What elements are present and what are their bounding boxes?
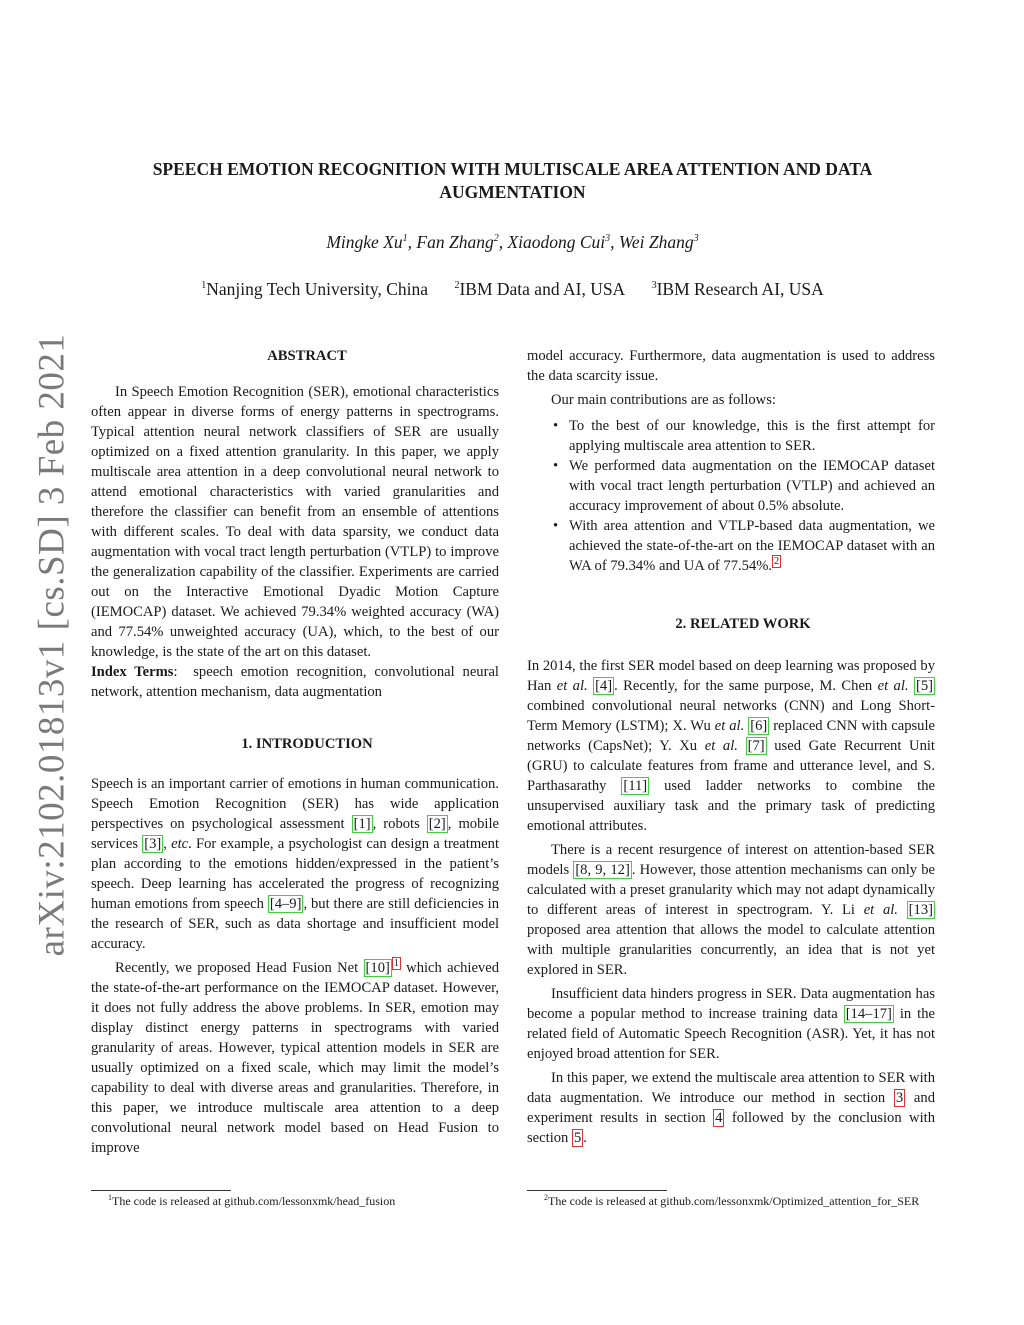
related-text: used Gate Recurrent Unit (GRU) to calculate features from frame and utterance level, and S. Parthasarathy [527, 738, 935, 794]
related-text-italic: et al. [556, 678, 588, 694]
intro-text: , [163, 836, 172, 852]
abstract-text: In Speech Emotion Recognition (SER), emotional characteristics often appear in diverse forms of energy patterns in spectrograms. Typical attention neural network classifiers of SER are usually optimized on a fixed attention granularity. In this paper, we apply multiscale area attention in a deep convolutional neural network to attend emotional characteristics with varied granularities and therefore the classifier can benefit from an ensemble of attentions with different scales. To deal with data sparsity, we conduct data augmentation with vocal tract length perturbation (VTLP) to improve the generalization capability of the classifier. Experiments are carried out on the Interactive Emotional Dyadic Motion Capture (IEMOCAP) dataset. We achieved 79.34% weighted accuracy (WA) and 77.54% unweighted accuracy (UA), which, to the best of our knowledge, is the state of the art on this dataset. [91, 384, 499, 660]
section-heading-related-work: 2. RELATED WORK [675, 616, 811, 632]
author-separator: , [498, 232, 508, 252]
section-link[interactable]: 4 [715, 1110, 723, 1126]
section-link[interactable]: 3 [895, 1090, 904, 1106]
author-name: Wei Zhang [618, 232, 694, 252]
paper-title: SPEECH EMOTION RECOGNITION WITH MULTISCALE AREA ATTENTION AND DATA AUGMENTATION [152, 159, 873, 202]
affiliation [201, 279, 428, 299]
intro-text: which achieved the state-of-the-art performance on the IEMOCAP dataset. However, it does not fully address the above problems. In SER, emotion may display distinct energy patterns in spectrograms with varied granularity of areas. However, typical attention models in SER are usually optimized on a fixed scale, which may limit the model’s capability to deal with diverse areas and granularities. Therefore, in this paper, we introduce multiscale area attention to a deep convolutional neural network model based on Head Fusion to improve [91, 960, 499, 1156]
intro-continued: model accuracy. Furthermore, data augmentation is used to address the data scarcity issue. [527, 348, 935, 384]
author-name: Mingke Xu [326, 232, 403, 252]
affiliation-mark: 2 [454, 280, 460, 292]
index-terms-label: Index Terms [91, 664, 174, 680]
author-separator: , [407, 232, 417, 252]
citation-link[interactable]: [8, 9, 12] [575, 862, 630, 878]
citation-link[interactable]: [7] [747, 738, 765, 754]
list-item-text: With area attention and VTLP-based data augmentation, we achieved the state-of-the-art on the IEMOCAP dataset with an WA of 79.34% and UA of 77.54%. [569, 518, 935, 574]
footnote-mark: 1 [108, 1193, 112, 1202]
related-text: proposed area attention that allows the model to calculate attention with multiple granularities concurrently, an idea that is not yet explored in SER. [527, 922, 935, 978]
citation-link[interactable]: [10] [365, 960, 390, 976]
affiliation-mark: 1 [201, 280, 207, 292]
related-text: combined convolutional neural networks (CNN) and Long Short-Term Memory (LSTM); X. Wu [527, 698, 935, 734]
right-column [527, 346, 935, 1152]
citation-link[interactable]: [3] [144, 836, 162, 852]
footnote-divider [527, 1190, 667, 1191]
related-text-italic: et al. [714, 718, 745, 734]
affiliation-list [90, 277, 935, 301]
citation-link[interactable]: [4] [595, 678, 613, 694]
author-separator: , [610, 232, 619, 252]
related-text: used ladder networks to combine the unsupervised auxiliary task and the primary task of predicting emotional attributes. [527, 778, 935, 834]
intro-text: . For example, a psychologist can design a treatment plan according to the emotions hidden/expressed in the patient’s speech. Deep learning has accelerated the progress of recognizing human emotions from speech [91, 836, 499, 912]
author-mark: 3 [693, 233, 699, 245]
related-paragraph-3 [527, 984, 935, 1064]
author-mark: 3 [605, 233, 611, 245]
list-item [527, 456, 935, 516]
citation-link[interactable]: [1] [353, 816, 371, 832]
intro-text: , but there are still deficiencies in the research of SER, such as data shortage and insufficient model accuracy. [91, 896, 499, 952]
footnote-link[interactable]: 1 [393, 958, 399, 970]
citation-link[interactable]: [6] [750, 718, 768, 734]
related-text-italic: et al. [877, 678, 909, 694]
related-text: In 2014, the first SER model based on deep learning was proposed by Han [527, 658, 935, 694]
section-link[interactable]: 5 [574, 1130, 582, 1146]
affiliation [454, 279, 625, 299]
related-text: and experiment results in section [527, 1090, 935, 1126]
related-paragraph-4 [527, 1068, 935, 1148]
related-text: . [583, 1130, 587, 1146]
related-text-italic: et al. [863, 902, 898, 918]
intro-text: Speech is an important carrier of emotions in human communication. Speech Emotion Recognition (SER) has wide application perspectives on psychological assessment [91, 776, 499, 832]
related-text: in the related field of Automatic Speech Recognition (ASR). Yet, it has not enjoyed broad attention for SER. [527, 1006, 935, 1062]
index-terms-text: speech emotion recognition, convolutional neural network, attention mechanism, data augmentation [91, 664, 499, 700]
footnote-text: The code is released at github.com/lessonxmk/Optimized_attention_for_SER [548, 1194, 920, 1208]
list-item [527, 416, 935, 456]
author-list [90, 230, 935, 254]
intro-paragraph-1 [91, 774, 499, 954]
citation-link[interactable]: [4–9] [269, 896, 302, 912]
intro-text-italic: etc [171, 836, 189, 852]
citation-link[interactable]: [5] [915, 678, 933, 694]
section-heading-introduction: 1. INTRODUCTION [241, 736, 373, 752]
related-text: In this paper, we extend the multiscale area attention to SER with data augmentation. We introduce our method in section [527, 1070, 935, 1106]
citation-link[interactable]: [11] [623, 778, 648, 794]
list-item-text: We performed data augmentation on the IEMOCAP dataset with vocal tract length perturbation (VTLP) and achieved an accuracy improvement of about 0.5% absolute. [569, 458, 935, 514]
footnote-mark: 2 [544, 1193, 548, 1202]
related-text: Insufficient data hinders progress in SER. Data augmentation has become a popular method to increase training data [527, 986, 935, 1022]
citation-link[interactable]: [2] [428, 816, 446, 832]
contributions-intro: Our main contributions are as follows: [551, 392, 776, 408]
intro-text: Recently, we proposed Head Fusion Net [115, 960, 364, 976]
affiliation-name: IBM Data and AI, USA [459, 279, 626, 299]
intro-paragraph-2 [91, 958, 499, 1158]
citation-link[interactable]: [13] [908, 902, 933, 918]
list-item [527, 516, 935, 576]
affiliation [652, 279, 824, 299]
affiliation-name: IBM Research AI, USA [656, 279, 824, 299]
author-name: Fan Zhang [416, 232, 494, 252]
author-mark: 1 [402, 233, 408, 245]
footnote-link[interactable]: 2 [774, 556, 780, 568]
footnote [544, 1194, 919, 1209]
author-mark: 2 [493, 233, 499, 245]
index-terms: Index Terms: speech emotion recognition, convolutional neural network, attention mechanism, data augmentation [91, 664, 499, 700]
left-column [91, 346, 499, 1162]
related-text: There is a recent resurgence of interest on attention-based SER models [527, 842, 935, 878]
related-text: . Recently, for the same purpose, M. Chen [614, 678, 878, 694]
related-text: replaced CNN with capsule networks (CapsNet); Y. Xu [527, 718, 935, 754]
intro-text: , robots [372, 816, 427, 832]
arxiv-stamp: arXiv:2102.01813v1 [cs.SD] 3 Feb 2021 [31, 333, 73, 957]
affiliation-name: Nanjing Tech University, China [206, 279, 429, 299]
related-text: followed by the conclusion with section [527, 1110, 935, 1146]
contributions-list [527, 416, 935, 576]
intro-text: , mobile services [91, 816, 499, 852]
footnote-divider [91, 1190, 231, 1191]
related-text-italic: et al. [704, 738, 738, 754]
footnote-text: The code is released at github.com/lessonxmk/head_fusion [112, 1194, 396, 1208]
related-text: . However, those attention mechanisms can only be calculated with a preset granularity which may not adapt dynamically to different areas of interest in spectrogram. Y. Li [527, 862, 935, 918]
citation-link[interactable]: [14–17] [845, 1006, 892, 1022]
author-name: Xiaodong Cui [507, 232, 606, 252]
affiliation-mark: 3 [651, 280, 657, 292]
list-item-text: To the best of our knowledge, this is the first attempt for applying multiscale area attention to SER. [569, 418, 935, 454]
related-paragraph-1 [527, 656, 935, 836]
footnote [108, 1194, 395, 1209]
abstract-heading: ABSTRACT [267, 348, 347, 364]
related-paragraph-2 [527, 840, 935, 980]
